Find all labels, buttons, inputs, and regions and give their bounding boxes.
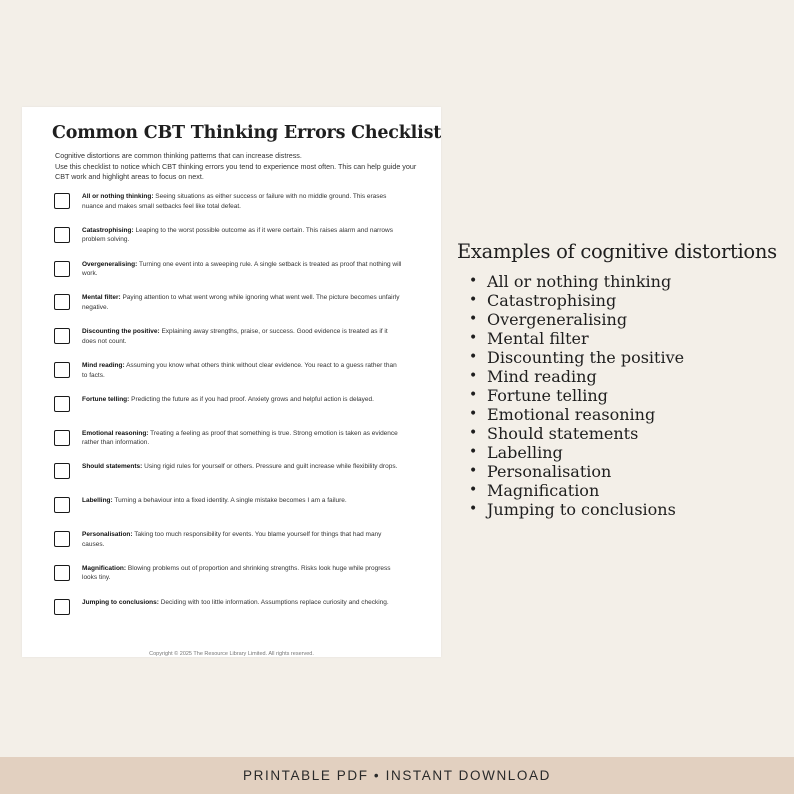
examples-list-item [457,481,787,500]
checklist-item-text [82,293,402,312]
checklist-item-term: Should statements: [82,463,143,471]
checklist-item [54,496,409,526]
checkbox[interactable] [54,261,70,277]
checklist-item-text [82,361,402,380]
checkbox[interactable] [54,565,70,581]
checklist-item-description: Assuming you know what others think without clear evidence. You react to a guess rather than to facts. [82,362,397,379]
bullet-icon: • [469,463,478,479]
copyright-notice: Copyright © 2025 The Resource Library Limited. All rights reserved. [149,651,314,657]
checklist-item-term: All or nothing thinking: [82,193,154,200]
checklist-item-term: Overgeneralising: [82,260,138,268]
examples-list-item [457,500,787,519]
checklist-item [54,260,409,290]
examples-list-item-label: Magnification [487,481,600,500]
bullet-icon: • [469,425,478,441]
checklist-item-description: Treating a feeling as proof that something is true. Strong emotion is taken as evidence rather than information. [82,429,398,447]
examples-list-item [457,443,787,462]
examples-panel [457,238,787,519]
examples-title: Examples of cognitive distortions [457,240,777,263]
bullet-icon: • [469,349,478,365]
examples-list-item-label: Catastrophising [487,291,617,310]
bullet-icon: • [469,501,478,517]
checklist-item-term: Mind reading: [82,362,125,369]
checklist-item-text [82,429,402,448]
checklist-item-description: Blowing problems out of proportion and shrinking strengths. Risks look huge while progress looks tiny. [82,564,391,582]
checklist-item-term: Jumping to conclusions: [82,598,159,606]
checkbox[interactable] [54,463,70,479]
examples-list-item-label: Should statements [487,424,639,443]
examples-list-item-label: Fortune telling [487,386,608,405]
checklist-item-text [82,462,402,472]
checklist-item [54,395,409,425]
footer-text: PRINTABLE PDF • INSTANT DOWNLOAD [243,768,551,783]
checkbox[interactable] [54,328,70,344]
examples-list-item-label: All or nothing thinking [487,272,672,291]
checklist-item-text [82,496,402,506]
checklist-item-term: Personalisation: [82,531,133,538]
checklist-item-description: Leaping to the worst possible outcome as if it were certain. This raises alarm and narrows problem solving. [82,226,393,244]
examples-list-item-label: Personalisation [487,462,612,481]
sheet-title: Common CBT Thinking Errors Checklist [52,123,441,143]
checkbox[interactable] [54,396,70,412]
examples-list-item [457,405,787,424]
checklist-item [54,327,409,357]
bullet-icon: • [469,311,478,327]
checklist-item-description: Paying attention to what went wrong while ignoring what went well. The picture becomes unfairly negative. [82,294,400,311]
checklist-item [54,564,409,594]
checklist-item [54,226,409,256]
examples-list-item [457,424,787,443]
examples-list-item [457,272,787,291]
sheet-intro-line2: Use this checklist to notice which CBT thinking errors you tend to experience most often. This can help guide your CBT work and highlight areas to focus on next. [55,161,417,182]
sheet-intro-line1: Cognitive distortions are common thinking patterns that can increase distress. [55,151,302,160]
bullet-icon: • [469,387,478,403]
checkbox[interactable] [54,531,70,547]
examples-list-item-label: Overgeneralising [487,310,628,329]
checklist-item-description: Using rigid rules for yourself or others. Pressure and guilt increase while flexibility drops. [144,463,398,471]
checkbox[interactable] [54,294,70,310]
checklist-item-term: Fortune telling: [82,395,130,403]
examples-list-item [457,291,787,310]
checkbox[interactable] [54,497,70,513]
examples-list-item [457,386,787,405]
examples-list-item [457,367,787,386]
checklist-item [54,462,409,492]
footer-banner [0,757,794,794]
examples-list-item-label: Mental filter [487,329,589,348]
checkbox[interactable] [54,193,70,209]
checklist-item [54,293,409,323]
examples-list-item-label: Labelling [487,443,563,462]
examples-list-item-label: Discounting the positive [487,348,685,367]
checklist-item-text [82,598,402,608]
checklist-item [54,192,409,222]
checklist-item-term: Catastrophising: [82,226,134,234]
examples-list-item-label: Emotional reasoning [487,405,656,424]
checklist-item-text [82,564,402,583]
examples-list-item-label: Mind reading [487,367,597,386]
bullet-icon: • [469,330,478,346]
checklist-item-description: Turning a behaviour into a fixed identity. A single mistake becomes I am a failure. [114,497,347,505]
bullet-icon: • [469,273,478,289]
checklist-item-term: Discounting the positive: [82,328,160,336]
bullet-icon: • [469,368,478,384]
checklist-item-description: Explaining away strengths, praise, or success. Good evidence is treated as if it does not count. [82,328,388,345]
checkbox[interactable] [54,430,70,446]
checklist-item-description: Taking too much responsibility for events. You blame yourself for things that had many causes. [82,531,382,548]
bullet-icon: • [469,482,478,498]
checklist-item-term: Emotional reasoning: [82,429,149,437]
checklist-item-text [82,530,402,549]
checklist-item [54,598,409,628]
bullet-icon: • [469,444,478,460]
examples-list-item [457,329,787,348]
checklist-item-description: Turning one event into a sweeping rule. A single setback is treated as proof that nothing will work. [82,260,402,278]
checklist-item [54,429,409,459]
examples-list-item-label: Jumping to conclusions [487,500,676,519]
checklist-item-text [82,395,402,405]
checklist-item-text [82,327,402,346]
checklist-item-text [82,192,402,211]
examples-list [457,272,787,519]
checklist-item-text [82,260,402,279]
checklist-item-term: Labelling: [82,497,113,505]
examples-list-item [457,310,787,329]
checklist-sheet-preview [22,107,441,657]
checklist-item-description: Deciding with too little information. Assumptions replace curiosity and checking. [160,598,389,606]
bullet-icon: • [469,292,478,308]
checklist-item-description: Seeing situations as either success or failure with no middle ground. This erases nuance and makes small setbacks feel like total defeat. [82,193,387,210]
examples-list-item [457,348,787,367]
checklist-item [54,530,409,560]
checklist-item-term: Mental filter: [82,294,121,302]
bullet-icon: • [469,406,478,422]
checklist-item-text [82,226,402,245]
checkbox[interactable] [54,227,70,243]
examples-list-item [457,462,787,481]
checkbox[interactable] [54,362,70,378]
sheet-intro [55,151,420,183]
checkbox[interactable] [54,599,70,615]
checklist-item-term: Magnification: [82,564,127,572]
checklist-item [54,361,409,391]
checklist-item-description: Predicting the future as if you had proof. Anxiety grows and helpful action is delayed. [131,395,374,403]
